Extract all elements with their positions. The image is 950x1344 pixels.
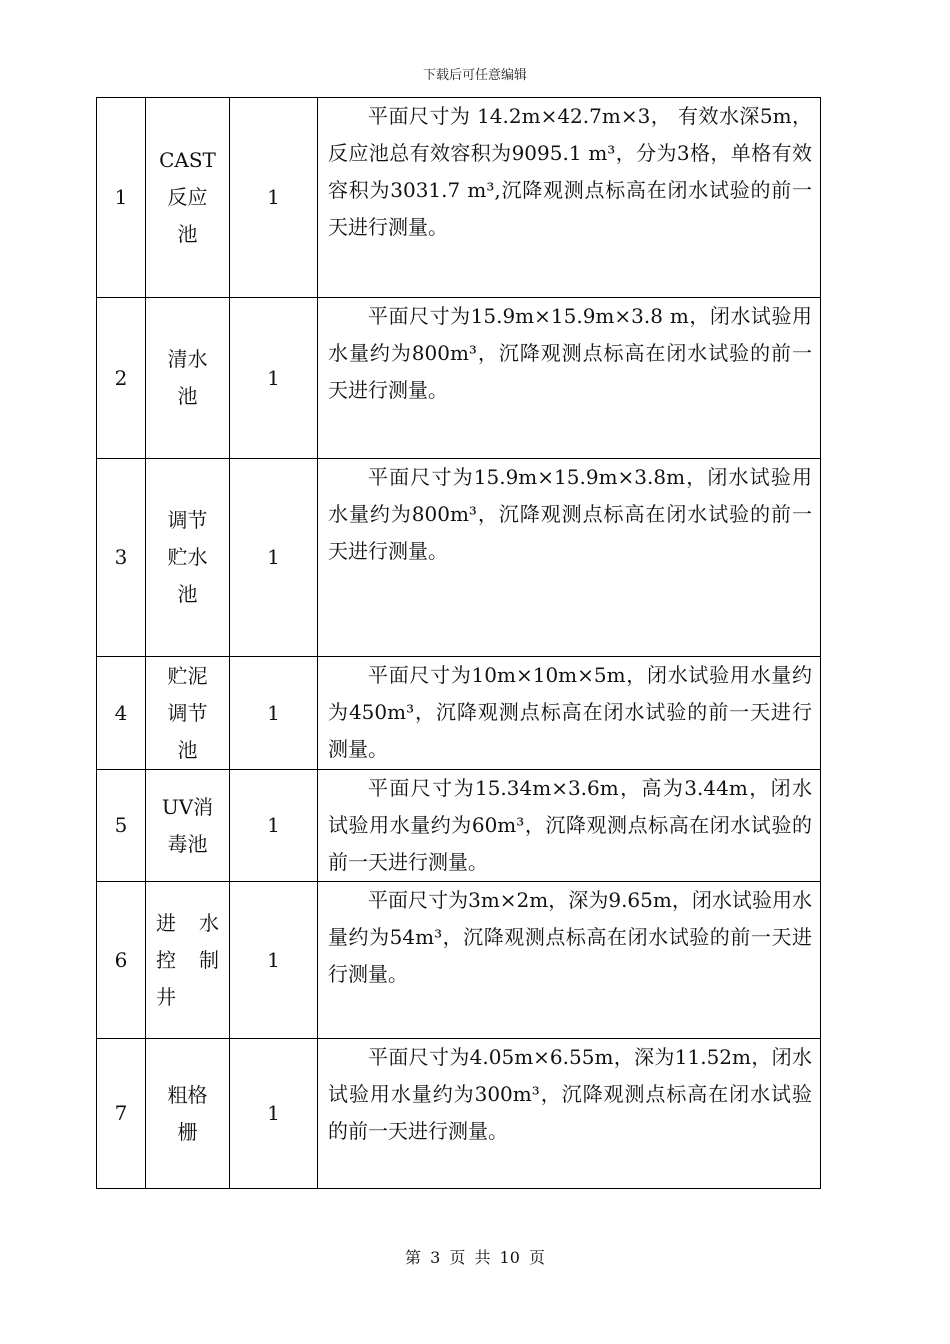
- row-number: 3: [97, 459, 146, 657]
- name-line: 池: [177, 582, 198, 606]
- structure-name: [146, 298, 230, 459]
- table-row: [97, 1039, 821, 1189]
- quantity: 1: [230, 657, 318, 770]
- table-row: [97, 459, 821, 657]
- table-row: [97, 770, 821, 882]
- table-row: [97, 882, 821, 1039]
- table-row: [97, 298, 821, 459]
- quantity: 1: [230, 298, 318, 459]
- description: 平面尺寸为10m×10m×5m，闭水试验用水量约为450m³，沉降观测点标高在闭水试验的前一天进行测量。: [318, 657, 821, 770]
- name-line: CAST: [159, 148, 216, 172]
- description: 平面尺寸为3m×2m，深为9.65m，闭水试验用水量约为54m³，沉降观测点标高在闭水试验的前一天进行测量。: [318, 882, 821, 1039]
- table-row: [97, 657, 821, 770]
- name-line: 贮水: [167, 545, 208, 569]
- name-char: 控: [156, 947, 176, 972]
- page-footer: 第 3 页 共 10 页: [405, 1248, 545, 1267]
- name-char: 进: [156, 910, 176, 935]
- row-number: 1: [97, 98, 146, 298]
- table-row: [97, 98, 821, 298]
- name-char: 制: [199, 947, 219, 972]
- description: 平面尺寸为15.34m×3.6m，高为3.44m，闭水试验用水量约为60m³，沉降观测点标高在闭水试验的前一天进行测量。: [318, 770, 821, 882]
- structure-name: [146, 882, 230, 1039]
- structure-name: [146, 657, 230, 770]
- quantity: 1: [230, 459, 318, 657]
- name-line: 栅: [177, 1119, 198, 1144]
- row-number: 4: [97, 657, 146, 770]
- name-line: 清水: [167, 347, 208, 371]
- description: 平面尺寸为4.05m×6.55m，深为11.52m，闭水试验用水量约为300m³，沉降观测点标高在闭水试验的前一天进行测量。: [318, 1039, 821, 1189]
- name-line-split: [152, 942, 223, 979]
- name-line: 池: [177, 384, 198, 408]
- pool-table: [96, 97, 821, 1189]
- name-line: 粗格: [167, 1082, 208, 1107]
- description: 平面尺寸为15.9m×15.9m×3.8m，闭水试验用水量约为800m³，沉降观测点标高在闭水试验的前一天进行测量。: [318, 459, 821, 657]
- name-line: 池: [177, 222, 198, 246]
- quantity: 1: [230, 1039, 318, 1189]
- quantity: 1: [230, 770, 318, 882]
- name-line: 调节: [167, 508, 208, 532]
- name-line-split: [152, 905, 223, 942]
- structure-name: [146, 459, 230, 657]
- structure-name: [146, 98, 230, 298]
- name-line: 毒池: [167, 831, 208, 856]
- row-number: 7: [97, 1039, 146, 1189]
- structure-name: [146, 770, 230, 882]
- description: 平面尺寸为 14.2m×42.7m×3， 有效水深5m，反应池总有效容积为9095.1 m³，分为3格，单格有效容积为3031.7 m³,沉降观测点标高在闭水试验的前一天进行测量。: [318, 98, 821, 298]
- quantity: 1: [230, 98, 318, 298]
- name-char: 水: [199, 910, 219, 935]
- structure-name: [146, 1039, 230, 1189]
- quantity: 1: [230, 882, 318, 1039]
- row-number: 5: [97, 770, 146, 882]
- name-line: UV消: [161, 794, 214, 819]
- name-line: 池: [177, 737, 198, 762]
- description: 平面尺寸为15.9m×15.9m×3.8 m，闭水试验用水量约为800m³，沉降观测点标高在闭水试验的前一天进行测量。: [318, 298, 821, 459]
- name-line: 贮泥: [167, 663, 208, 688]
- name-line: 反应: [167, 185, 208, 209]
- row-number: 6: [97, 882, 146, 1039]
- row-number: 2: [97, 298, 146, 459]
- name-line: 调节: [167, 700, 208, 725]
- page-header: 下载后可任意编辑: [422, 68, 527, 83]
- name-line: 井: [156, 984, 176, 1009]
